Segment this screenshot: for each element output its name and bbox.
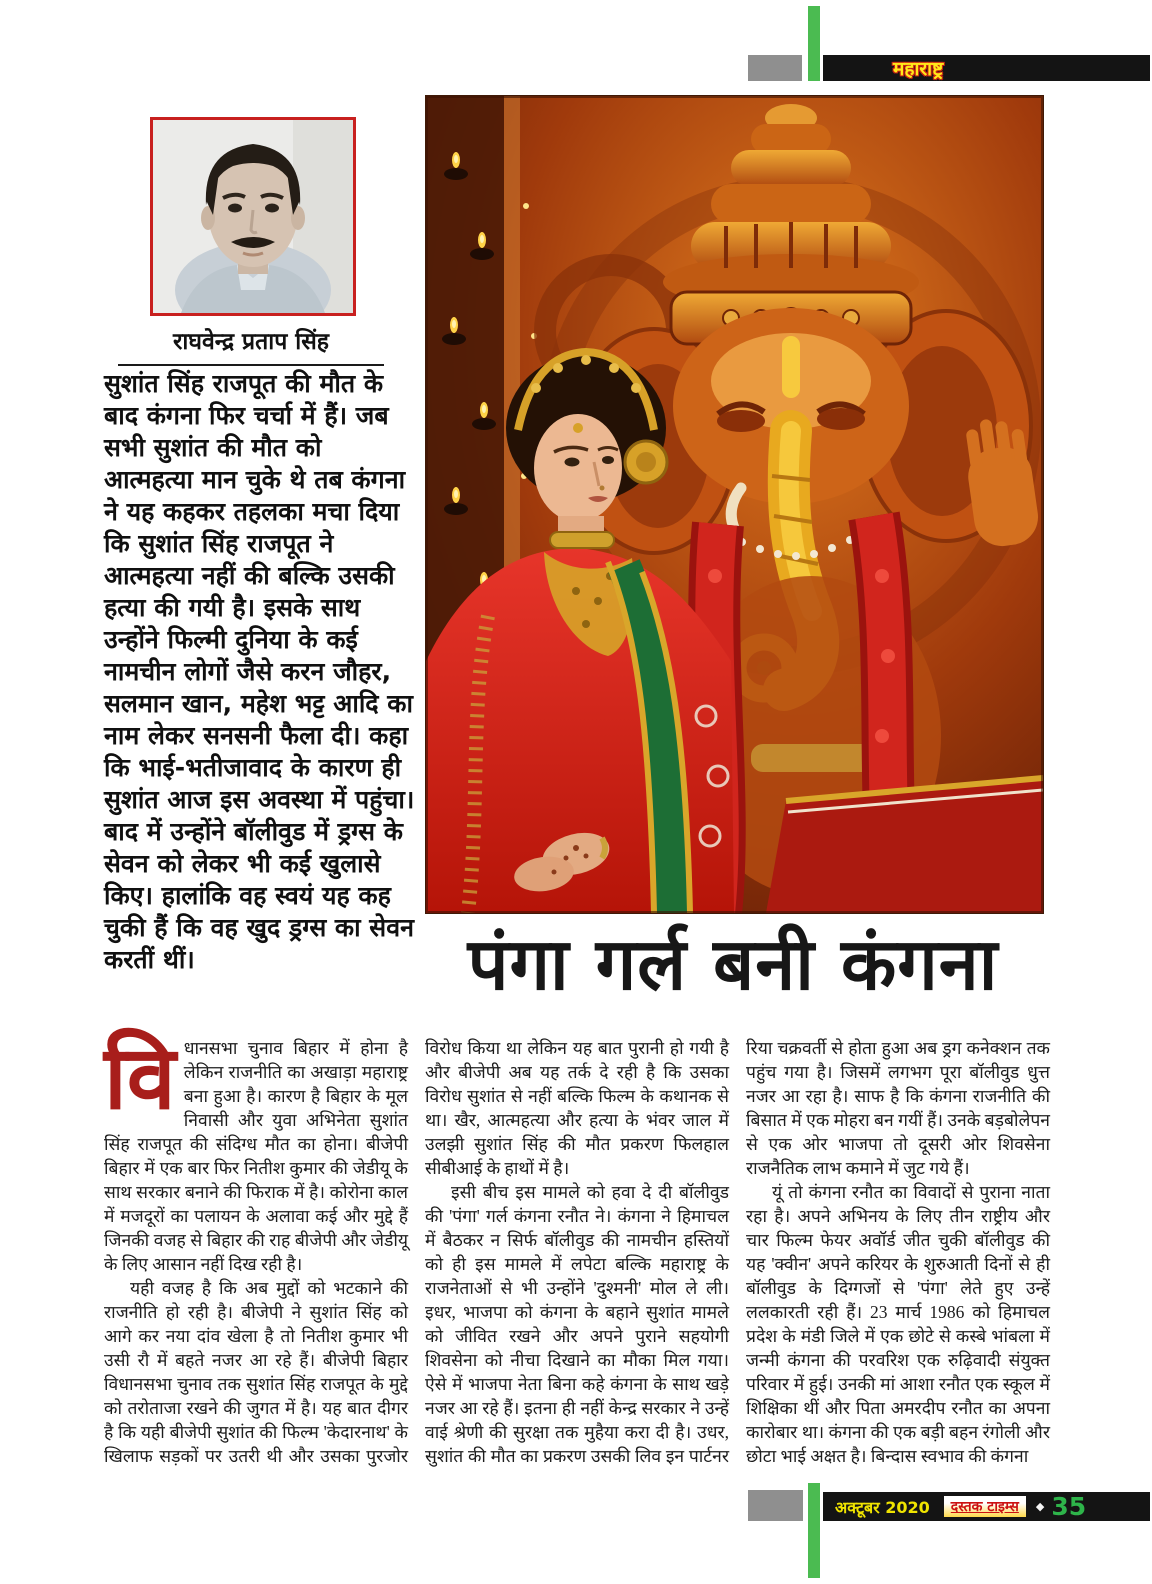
author-photo-frame bbox=[150, 117, 356, 316]
footer-bar bbox=[823, 1492, 1150, 1521]
article-paragraph: यूं तो कंगना रनौत का विवादों से पुराना नाता रहा है। अपने अभिनय के लिए तीन राष्ट्रीय और चार फिल्म फेयर अवॉर्ड जीत चुकी बॉलीवुड की यह 'क्वीन' अपने करियर के शुरुआती दिनों से ही बॉलीवुड के दिग्गजों से 'पंगा' लेते हुए उन्हें ललकारती रही हैं। 23 मार्च 1986 को हिमाचल प्रदेश के मंडी जिले में एक छोटे से कस्बे भांबला में जन्मी कंगना की परवरिश एक रुढ़िवादी संयुक्त परिवार में हुई। उनकी मां आशा रनौत एक स्कूल में शिक्षिका थीं और पिता अमरदीप रनौत का अपना कारोबार था। कंगना की एक बड़ी बहन रंगोली और छोटा भाई अक्षत है। बिन्दास स्वभाव की कंगना bbox=[746, 1182, 1050, 1466]
dropcap: वि bbox=[104, 1026, 176, 1129]
footer-gray-block bbox=[748, 1490, 803, 1521]
article-paragraph: यही वजह है कि अब मुद्दों को भटकाने की राजनीति हो रही है। बीजेपी ने सुशांत सिंह को आगे कर नया दांव खेला है तो नितीश कुमार भी उसी रौ में बहते नजर आ रहे हैं। बीजेपी बिहार विधानसभा चुनाव तक सुशांत सिंह राजपूत के मुद्दे को तरोताजा रखने की जुगत में है। यह बात दीगर है कि यही बीजेपी सुशांत की फिल्म 'केदारनाथ' के खिलाफ सड़कों पर उतरी थी और उसका पुरजोर विरोध किया था लेकिन यह बात पुरानी हो गयी है और बीजेपी अब यह तर्क दे रही है कि उसका विरोध सुशांत से नहीं बल्कि फिल्म के कथानक से था। खैर, आत्महत्या और हत्या के भंवर जाल में उलझी सुशांत सिंह की मौत प्रकरण फिलहाल सीबीआई के हाथों में है। bbox=[104, 1038, 729, 1466]
author-name: राघवेन्द्र प्रताप सिंह bbox=[118, 324, 384, 366]
header-gray-block bbox=[748, 55, 802, 81]
footer-green-bar bbox=[808, 1483, 820, 1578]
paragraph-text: धानसभा चुनाव बिहार में होना है लेकिन राजनीति का अखाड़ा महाराष्ट्र बना हुआ है। कारण है बिहार के मूल निवासी और युवा अभिनेता सुशांत सिंह राजपूत की संदिग्ध मौत का होना। बीजेपी बिहार में एक बार फिर नितीश कुमार की जेडीयू के साथ सरकार बनाने की फिराक में है। कोरोना काल में मजदूरों का पलायन के अलावा कई और मुद्दे हैं जिनकी वजह से बिहार की राह बीजेपी और जेडीयू के लिए आसान नहीं दिख रही है। bbox=[104, 1038, 408, 1274]
article-paragraph bbox=[104, 1026, 408, 1276]
gold-choker bbox=[550, 532, 614, 548]
kangana-ganesha-photo-illustration bbox=[426, 96, 1043, 913]
article-paragraph: इसी बीच इस मामले को हवा दे दी बॉलीवुड की 'पंगा' गर्ल कंगना रनौत ने। कंगना ने हिमाचल में बैठकर न सिर्फ बॉलीवुड की नामचीन हस्तियों को ही इस मामले में लपेटा बल्कि महाराष्ट्र के राजनेताओं से भी उन्होंने 'दुश्मनी' मोल ले ली। इधर, भाजपा को कंगना के बहाने सुशांत मामले को जीवित रखने और अपने पुराने सहयोगी शिवसेना को नीचा दिखाने का मौका मिल गया। ऐसे में भाजपा नेता बिना कहे कंगना के साथ खड़े नजर आ रहे हैं। इतना ही नहीं केन्द्र सरकार ने उन्हें वाई श्रेणी की सुरक्षा तक मुहैया करा दी है। उधर, सुशांत की मौत का प्रकरण उसकी लिव इन पार्टनर रिया चक्रवर्ती से होता हुआ अब ड्रग कनेक्शन तक पहुंच गया है। जिसमें लगभग पूरा बॉलीवुड धुत्त नजर आ रहा है। साफ है कि कंगना राजनीति की बिसात में एक मोहरा बन गयीं हैं। उनके बड़बोलेपन से एक ओर भाजपा तो दूसरी ओर शिवसेना राजनैतिक लाभ कमाने में जुट गये हैं। bbox=[425, 1038, 1050, 1466]
issue-date: अक्टूबर 2020 bbox=[835, 1497, 930, 1517]
author-portrait-image bbox=[153, 120, 353, 313]
intro-paragraph: सुशांत सिंह राजपूत की मौत के बाद कंगना फिर चर्चा में हैं। जब सभी सुशांत की मौत को आत्महत्या मान चुके थे तब कंगना ने यह कहकर तहलका मचा दिया कि सुशांत सिंह राजपूत ने आत्महत्या नहीं की बल्कि उसकी हत्या की गयी है। इसके साथ उन्होंने फिल्मी दुनिया के कई नामचीन लोगों जैसे करन जौहर, सलमान खान, महेश भट्ट आदि का नाम लेकर सनसनी फैला दी। कहा कि भाई-भतीजावाद के कारण ही सुशांत आज इस अवस्था में पहुंचा। बाद में उन्होंने बॉलीवुड में ड्रग्स के सेवन को लेकर भी कई खुलासे किए। हालांकि वह स्वयं यह कह चुकी हैं कि वह खुद ड्रग्स का सेवन करतीं थीं। bbox=[104, 369, 415, 974]
section-tab-label: महाराष्ट्र bbox=[893, 58, 944, 80]
diamond-icon: ◆ bbox=[1035, 1501, 1045, 1513]
article-body bbox=[104, 1026, 1050, 1482]
header-green-bar bbox=[808, 6, 820, 81]
magazine-logo: दस्तक टाइम्स bbox=[944, 1496, 1026, 1517]
section-tab bbox=[823, 55, 1150, 81]
page-number: 35 bbox=[1051, 1492, 1087, 1521]
headline: पंगा गर्ल बनी कंगना bbox=[467, 922, 999, 1006]
feature-photo bbox=[425, 95, 1044, 914]
